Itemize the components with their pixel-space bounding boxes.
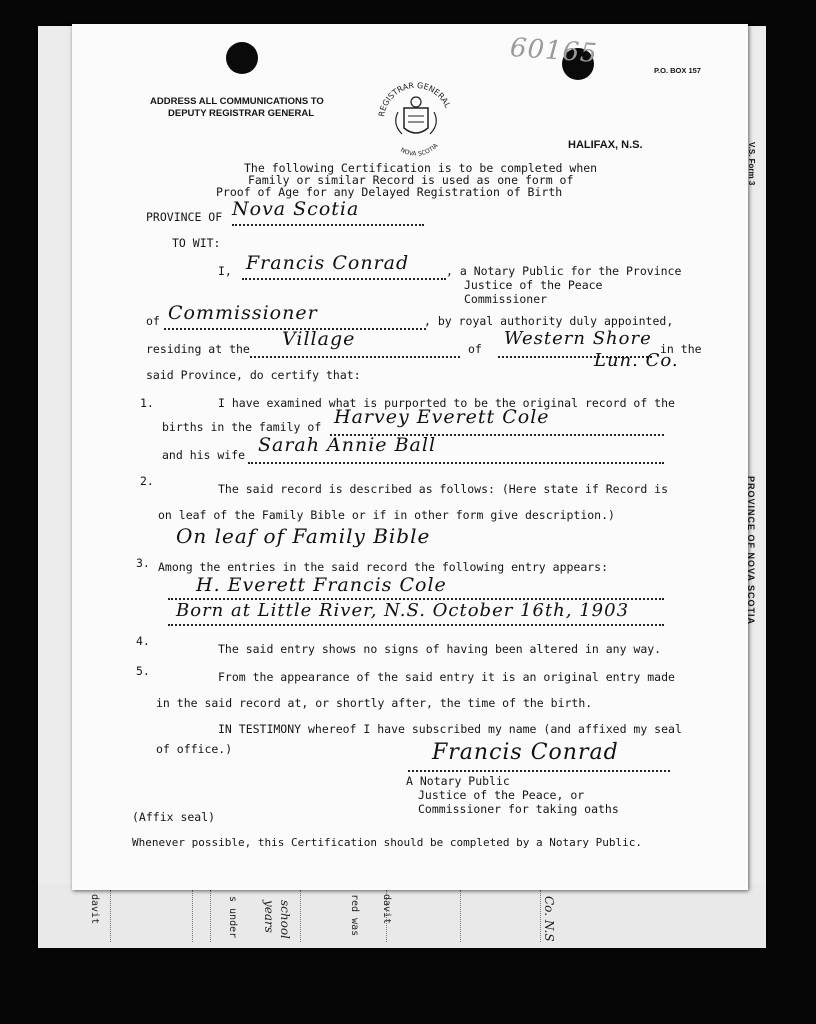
strip-divider	[300, 890, 301, 942]
intro-line: Proof of Age for any Delayed Registration of Birth	[216, 185, 563, 199]
strip-label: red was	[349, 894, 360, 937]
strip-divider	[210, 890, 211, 942]
signature-title: A Notary Public	[406, 774, 510, 788]
strip-label: davit	[89, 894, 100, 925]
fill-line	[242, 278, 446, 280]
item-number: 1.	[140, 396, 154, 410]
affix-seal-label: (Affix seal)	[132, 810, 216, 824]
certification-form-sheet	[72, 24, 756, 890]
strip-handwriting: Co. N.S	[542, 896, 556, 942]
intro-line: Family or similar Record is used as one form of	[248, 173, 574, 187]
family-value: Harvey Everett Cole	[334, 406, 550, 428]
address-line: ADDRESS ALL COMMUNICATIONS TO	[150, 96, 324, 107]
entry-line-1: H. Everett Francis Cole	[196, 574, 447, 596]
po-box: P.O. BOX 157	[654, 66, 701, 75]
footer-note: Whenever possible, this Certification should be completed by a Notary Public.	[132, 836, 642, 849]
strip-divider	[192, 890, 193, 942]
place-value: Western Shore	[504, 328, 652, 349]
side-province-text: PROVINCE OF NOVA SCOTIA	[746, 476, 756, 626]
back-sheet-strip	[38, 884, 766, 948]
family-label: births in the family of	[162, 420, 322, 434]
strip-divider	[110, 890, 111, 942]
entry-line-2: Born at Little River, N.S. October 16th, 1903	[176, 600, 630, 621]
role-line: Commissioner	[464, 292, 548, 306]
item-number: 5.	[136, 664, 150, 678]
address-block	[150, 96, 324, 120]
record-description: On leaf of Family Bible	[176, 524, 431, 548]
item-number: 3.	[136, 556, 150, 570]
to-wit-label: TO WIT:	[172, 236, 221, 250]
item1-text: I have examined what is purported to be the original record of the	[218, 396, 675, 410]
strip-divider	[460, 890, 461, 942]
residing-value: Village	[282, 328, 356, 350]
seal-top-text: REGISTRAR GENERAL	[377, 80, 453, 118]
file-number: 60165	[509, 32, 599, 70]
i-label: I,	[218, 264, 232, 278]
role-line: Justice of the Peace	[464, 278, 603, 292]
fill-line	[408, 770, 670, 772]
item5-text: in the said record at, or shortly after, the time of the birth.	[156, 696, 593, 710]
fill-line	[232, 224, 424, 226]
item2-text: on leaf of the Family Bible or if in other form give description.)	[158, 508, 615, 522]
residing-label: residing at the	[146, 342, 250, 356]
registrar-general-seal	[372, 72, 460, 160]
intro-line: The following Certification is to be completed when	[244, 161, 598, 175]
item4-text: The said entry shows no signs of having been altered in any way.	[218, 642, 662, 656]
city-label: HALIFAX, N.S.	[568, 139, 643, 151]
fill-line	[248, 462, 664, 464]
wife-value: Sarah Annie Ball	[258, 434, 437, 456]
wife-label: and his wife	[162, 448, 246, 462]
fill-line	[250, 356, 460, 358]
strip-label: s under	[227, 896, 238, 939]
province-label: PROVINCE OF	[146, 210, 223, 224]
signature-title: Justice of the Peace, or	[418, 788, 585, 802]
fill-line	[168, 624, 664, 626]
item-number: 4.	[136, 634, 150, 648]
crest-icon	[372, 72, 460, 160]
address-line: DEPUTY REGISTRAR GENERAL	[168, 108, 315, 119]
strip-label: davit	[381, 894, 392, 925]
of-label: of	[146, 314, 160, 328]
testimony-text: of office.)	[156, 742, 233, 756]
seal-bottom-text: NOVA SCOTIA	[399, 142, 440, 158]
strip-handwriting: school	[278, 900, 292, 939]
certify-text: said Province, do certify that:	[146, 368, 361, 382]
signature-title: Commissioner for taking oaths	[418, 802, 619, 816]
item5-text: From the appearance of the said entry it is an original entry made	[218, 670, 675, 684]
testimony-text: IN TESTIMONY whereof I have subscribed my name (and affixed my seal	[218, 722, 682, 736]
form-id: V.S. Form 3	[747, 142, 756, 186]
province-value: Nova Scotia	[232, 198, 360, 220]
royal-authority-text: , by royal authority duly appointed,	[424, 314, 674, 328]
role-line: , a Notary Public for the Province	[446, 264, 682, 278]
of2-label: of	[468, 342, 482, 356]
notary-name-value: Francis Conrad	[246, 252, 410, 274]
item2-text: The said record is described as follows: (Here state if Record is	[218, 482, 669, 496]
in-the-label: in the	[660, 342, 702, 356]
intro-text	[216, 161, 598, 199]
of-value: Commissioner	[168, 302, 318, 324]
county-value: Lun. Co.	[594, 350, 679, 371]
strip-divider	[540, 890, 541, 942]
punch-hole	[226, 42, 258, 74]
notary-signature: Francis Conrad	[432, 740, 619, 765]
strip-handwriting: years	[262, 900, 276, 933]
item3-text: Among the entries in the said record the following entry appears:	[158, 560, 609, 574]
item-number: 2.	[140, 474, 154, 488]
